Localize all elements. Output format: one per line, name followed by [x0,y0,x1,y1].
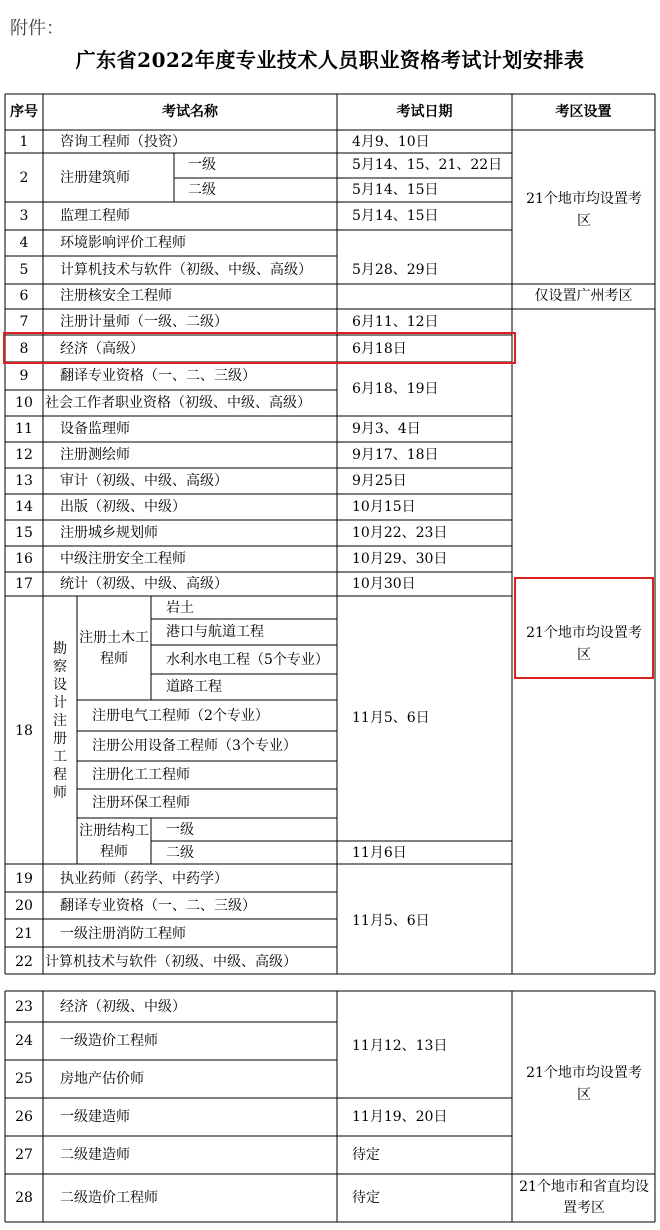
exam-name: 监理工程师 [60,208,130,224]
row-no: 4 [19,235,29,251]
exam-name: 计算机技术与软件（初级、中级、高级） [45,954,297,970]
exam-sub-item: 港口与航道工程 [166,624,264,640]
exam-sub-level: 一级 [166,822,194,838]
exam-date: 待定 [352,1190,380,1206]
row-no: 13 [15,473,33,489]
row-no: 18 [15,723,33,739]
exam-date: 5月14、15日 [352,182,439,198]
exam-sub-level: 二级 [166,845,194,861]
exam-zone: 21个地市和省直均设置考区 [519,1179,649,1216]
exam-name: 注册测绘师 [60,447,130,463]
row-no: 15 [15,525,33,541]
row-no: 2 [19,170,29,186]
exam-name: 二级造价工程师 [60,1190,158,1206]
row-no: 27 [15,1147,33,1163]
exam-name: 社会工作者职业资格（初级、中级、高级） [45,395,311,411]
exam-date: 9月3、4日 [352,421,421,437]
exam-name: 一级注册消防工程师 [60,926,186,942]
exam-date: 5月14、15日 [352,208,439,224]
row-no: 28 [15,1190,33,1206]
row-no: 24 [15,1033,33,1049]
exam-zone: 仅设置广州考区 [534,288,633,304]
row-no: 3 [19,208,29,224]
exam-date: 11月6日 [352,845,407,861]
exam-date: 5月28、29日 [352,262,439,278]
exam-subgroup-label: 注册土木工程师 [79,630,149,667]
header-no: 序号 [10,104,38,120]
exam-date: 10月22、23日 [352,525,448,541]
exam-date: 6月18日 [352,341,407,357]
exam-date: 5月14、15、21、22日 [352,157,503,173]
exam-name: 经济（初级、中级） [60,999,186,1015]
row-no: 22 [15,954,33,970]
row-no: 23 [15,999,33,1015]
exam-name: 计算机技术与软件（初级、中级、高级） [60,262,312,278]
header-exam-name: 考试名称 [162,104,218,120]
row-no: 1 [19,134,29,150]
exam-zone: 21个地市均设置考区 [526,1065,642,1103]
exam-name: 出版（初级、中级） [60,499,186,515]
exam-sub-item: 注册环保工程师 [92,795,190,811]
exam-name: 注册建筑师 [60,170,130,186]
exam-name: 环境影响评价工程师 [60,235,186,251]
row-no: 8 [19,341,29,357]
header-exam-zone: 考区设置 [555,104,612,120]
row-no: 26 [15,1109,33,1125]
exam-date: 4月9、10日 [352,134,430,150]
page-title: 广东省2022年度专业技术人员职业资格考试计划安排表 [75,48,585,72]
exam-name: 一级造价工程师 [60,1033,158,1049]
highlight-row-8 [3,332,516,364]
exam-name: 注册计量师（一级、二级） [60,314,228,330]
row-no: 14 [15,499,33,515]
exam-zone: 21个地市均设置考区 [526,625,642,663]
exam-sub-item: 水利水电工程（5个专业） [166,652,329,668]
row-no: 10 [15,395,33,411]
exam-date: 待定 [352,1147,380,1163]
exam-name: 设备监理师 [60,421,130,437]
exam-date: 9月17、18日 [352,447,439,463]
exam-date: 6月11、12日 [352,314,439,330]
highlight-zone [514,577,654,679]
exam-name: 中级注册安全工程师 [60,551,186,567]
row-no: 7 [19,314,29,330]
exam-date: 11月5、6日 [352,913,430,929]
row-no: 12 [15,447,33,463]
exam-name: 咨询工程师（投资） [60,134,186,150]
exam-name: 执业药师（药学、中药学） [60,871,228,887]
exam-date: 11月12、13日 [352,1038,448,1054]
row-no: 25 [15,1071,33,1087]
exam-date: 11月5、6日 [352,710,430,726]
exam-sub-item: 道路工程 [166,679,222,695]
exam-name: 房地产估价师 [60,1071,144,1087]
row-no: 17 [15,576,33,592]
row-no: 16 [15,551,33,567]
exam-sub-item: 注册电气工程师（2个专业） [92,708,269,724]
exam-sub-item: 岩土 [166,600,194,616]
exam-sub-level: 二级 [188,182,216,198]
exam-date: 10月30日 [352,576,416,592]
row-no: 5 [19,262,29,278]
exam-name: 审计（初级、中级、高级） [60,473,228,489]
exam-name: 注册城乡规划师 [60,525,158,541]
exam-name: 一级建造师 [60,1109,130,1125]
row-no: 9 [19,368,29,384]
row-no: 19 [15,871,33,887]
exam-date: 11月19、20日 [352,1109,448,1125]
exam-subgroup-label: 注册结构工程师 [79,823,149,860]
exam-name: 注册核安全工程师 [60,288,172,304]
exam-name: 经济（高级） [60,341,144,357]
header-exam-date: 考试日期 [396,104,453,120]
exam-name: 统计（初级、中级、高级） [60,576,228,592]
exam-sub-item: 注册公用设备工程师（3个专业） [92,738,297,754]
exam-sub-level: 一级 [188,157,216,173]
row-no: 21 [15,926,33,942]
exam-name: 二级建造师 [60,1147,130,1163]
exam-group-label: 勘察设计注册工程师 [53,641,67,801]
exam-date: 6月18、19日 [352,381,439,397]
exam-date: 10月15日 [352,499,416,515]
row-no: 20 [15,898,33,914]
row-no: 6 [19,288,29,304]
exam-name: 翻译专业资格（一、二、三级） [60,898,256,914]
exam-sub-item: 注册化工工程师 [92,767,190,783]
exam-name: 翻译专业资格（一、二、三级） [60,368,256,384]
attachment-label: 附件： [10,18,64,39]
exam-zone: 21个地市均设置考区 [526,191,642,229]
exam-date: 10月29、30日 [352,551,448,567]
row-no: 11 [15,421,33,437]
exam-date: 9月25日 [352,473,407,489]
